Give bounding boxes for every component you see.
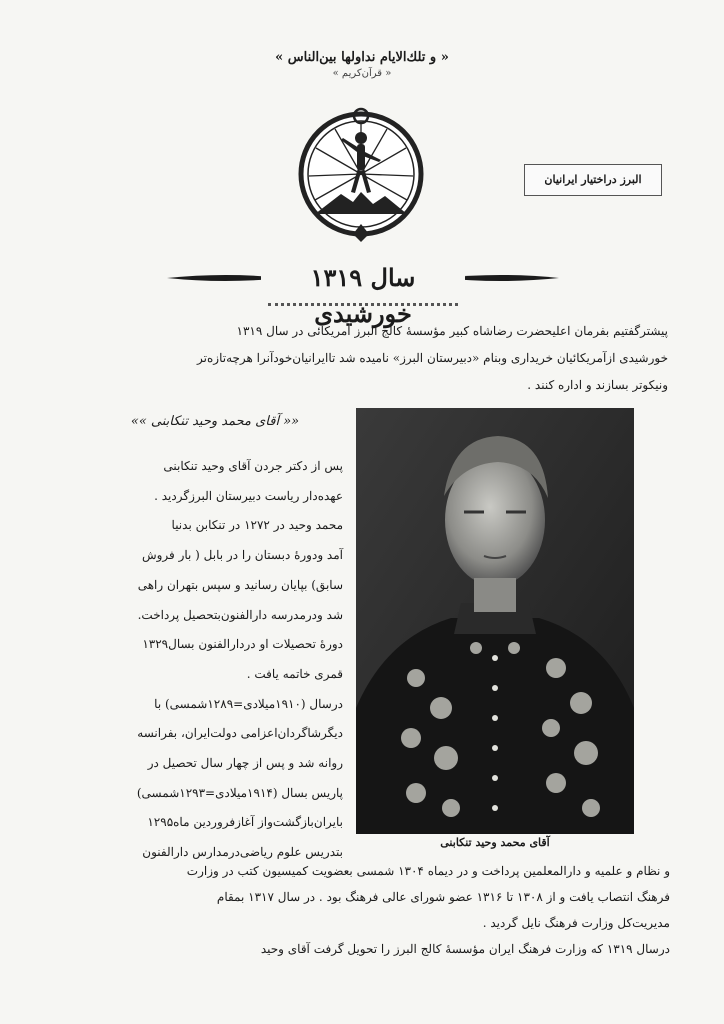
column-line: پاریس بسال (۱۹۱۴میلادی=۱۲۹۳شمسی) <box>136 785 343 800</box>
intro-line: ونیکوتر بسازند و اداره کنند . <box>527 378 668 392</box>
column-line: آمد ودورهٔ دبستان را در بابل ( بار فروش <box>141 548 343 563</box>
column-line: دیگرشاگردان‌اعزامی دولت‌ایران، بفرانسه <box>137 726 343 741</box>
column-line: شد ودرمدرسه دارالفنون‌بتحصیل پرداخت. <box>137 607 343 622</box>
biography-column <box>95 452 343 868</box>
closing-line: و نظام و علمیه و دارالمعلمین پرداخت و در دیماه ۱۳۰۴ شمسی بعضویت کمیسیون کتب در وزارت <box>186 864 670 878</box>
closing-line: مدیریت‌کل وزارت فرهنگ نایل گردید . <box>482 916 670 930</box>
column-line: بایران‌بازگشت‌واز آغازفروردین ماه۱۲۹۵ <box>147 815 343 830</box>
page-title: سال ۱۳۱۹ خورشیدی <box>261 260 465 296</box>
column-line: دورهٔ تحصیلات او دردارالفنون بسال۱۳۲۹ <box>142 637 343 652</box>
column-line: محمد وحید در ۱۲۷۲ در تنکابن بدنیا <box>171 518 343 533</box>
column-line: سابق) بپایان رسانید و سپس بتهران راهی <box>137 577 343 592</box>
portrait-photo <box>356 408 634 834</box>
header-quote-source: « قرآن‌کریم » <box>332 68 392 79</box>
portrait-caption: آقای محمد وحید تنکابنی <box>440 836 550 849</box>
intro-line: خورشیدی ازآمریکائیان خریداری وبنام «دبیرستان البرز» نامیده شد تاایرانیان‌خودآنرا هرچه‌تازه‌تر <box>197 351 668 365</box>
dotted-divider <box>268 303 458 312</box>
college-emblem-icon <box>293 96 429 244</box>
portrait-photo-icon <box>356 408 634 834</box>
closing-line: فرهنگ انتصاب یافت و از ۱۳۰۸ تا ۱۳۱۶ عضو شورای عالی فرهنگ بود . در سال ۱۳۱۷ بمقام <box>216 890 670 904</box>
column-line: عهده‌دار ریاست دبیرستان البرزگردید . <box>154 488 343 503</box>
column-line: قمری خاتمه یافت . <box>246 666 343 681</box>
column-line: روانه شد و پس از چهار سال تحصیل در <box>147 756 343 771</box>
section-subheading: «« آقای محمد وحید تنکابنی »» <box>130 414 300 429</box>
intro-line: پیشترگفتیم بفرمان اعلیحضرت رضاشاه کبیر مؤسسهٔ کالج البرز آمریکائی در سال ۱۳۱۹ <box>236 324 668 338</box>
header-quote: « و تلك‌الايام نداولها بين‌الناس » <box>275 50 449 65</box>
intro-paragraph <box>60 318 668 399</box>
closing-paragraph <box>58 858 670 962</box>
side-label-box: البرز دراختیار ایرانیان <box>524 164 662 196</box>
column-line: بتدریس علوم ریاضی‌درمدارس دارالفنون <box>142 845 343 860</box>
column-line: پس از دکتر جردن آقای وحید تنکابنی <box>163 459 343 473</box>
title-banner <box>165 258 561 328</box>
closing-line: درسال ۱۳۱۹ که وزارت فرهنگ ایران مؤسسهٔ کالج البرز را تحویل گرفت آقای وحید <box>260 942 670 956</box>
column-line: درسال (۱۹۱۰میلادی=۱۲۸۹شمسی) با <box>154 696 343 711</box>
